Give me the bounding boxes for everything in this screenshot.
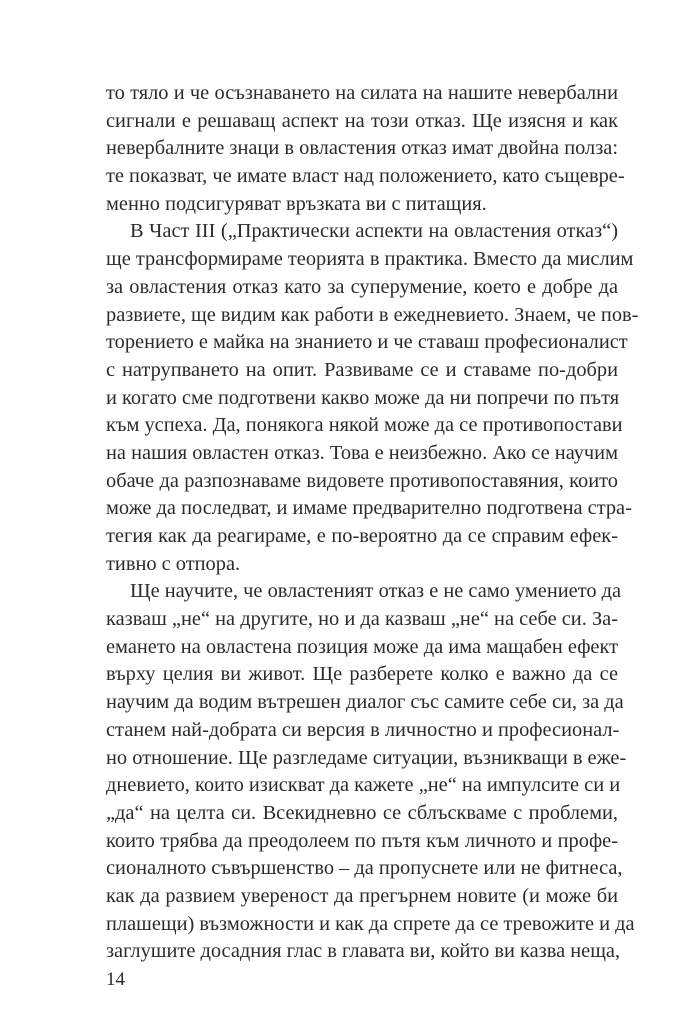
text-line: сигнали е решаващ аспект на този отказ. Ще изясня и как xyxy=(106,109,618,132)
text-line: ще трансформираме теорията в практика. Вместо да мислим xyxy=(106,248,634,271)
text-line: и когато сме подготвени какво може да ни попречи по пътя xyxy=(106,386,620,409)
text-line: В Част III („Практически аспекти на овластения отказ“) xyxy=(130,220,618,243)
text-line: но отношение. Ще разгледаме ситуации, възникващи в еже- xyxy=(106,746,627,769)
text-line: те показват, че имате власт над положението, като същевре- xyxy=(106,165,625,188)
text-line: с натрупването на опит. Развиваме се и ставаме по-добри xyxy=(106,358,618,381)
text-line: менно подсигуряват връзката ви с питащия. xyxy=(106,192,487,215)
page-number: 14 xyxy=(106,969,125,990)
text-line: заглушите досадния глас в главата ви, който ви казва неща, xyxy=(106,940,621,963)
text-line: научим да водим вътрешен диалог със самите себе си, за да xyxy=(106,691,624,714)
text-line: тивно с отпора. xyxy=(106,552,241,575)
text-line: сионалното съвършенство – да пропуснете или не фитнеса, xyxy=(106,857,623,880)
text-line: емането на овластена позиция може да има мащабен ефект xyxy=(106,635,618,658)
body-text xyxy=(106,80,639,966)
text-line: върху целия ви живот. Ще разберете колко е важно да се xyxy=(106,663,618,686)
text-line: как да развием увереност да прегърнем новите (и може би xyxy=(106,884,618,907)
text-line: които трябва да преодолеем по пътя към личното и профе- xyxy=(106,829,618,852)
text-line: то тяло и че осъзнаването на силата на нашите невербални xyxy=(106,82,618,104)
text-line: Ще научите, че овластеният отказ е не само умението да xyxy=(130,580,622,603)
text-line: невербалните знаци в овластения отказ имат двойна полза: xyxy=(106,137,618,160)
text-line: обаче да разпознаваме видовете противопоставяния, които xyxy=(106,469,618,492)
text-line: тегия как да реагираме, е по-вероятно да се справим ефек- xyxy=(106,525,618,547)
text-line: плашещи) възможности и как да спрете да се тревожите и да xyxy=(106,912,635,935)
text-line: „да“ на целта си. Всекидневно се сблъскваме с проблеми, xyxy=(106,801,618,824)
text-line: дневието, които изискват да кажете „не“ на импулсите си и xyxy=(106,774,621,797)
text-line: станем най-добрата си версия в личностно и професионал- xyxy=(106,718,620,741)
text-line: към успеха. Да, понякога някой може да се противопостави xyxy=(106,414,623,437)
text-line: развиете, ще видим как работи в ежедневието. Знаем, че пов- xyxy=(106,303,639,326)
text-line: за овластения отказ като за суперумение, което е добре да xyxy=(106,275,618,298)
text-line: казваш „не“ на другите, но и да казваш „не“ на себе си. За- xyxy=(106,608,618,631)
text-line: може да последват, и имаме предварително подготвена стра- xyxy=(106,497,632,520)
text-line: торението е майка на знанието и че ставаш професионалист xyxy=(106,331,628,354)
text-line: на нашия овластен отказ. Това е неизбежно. Ако се научим xyxy=(106,441,618,464)
